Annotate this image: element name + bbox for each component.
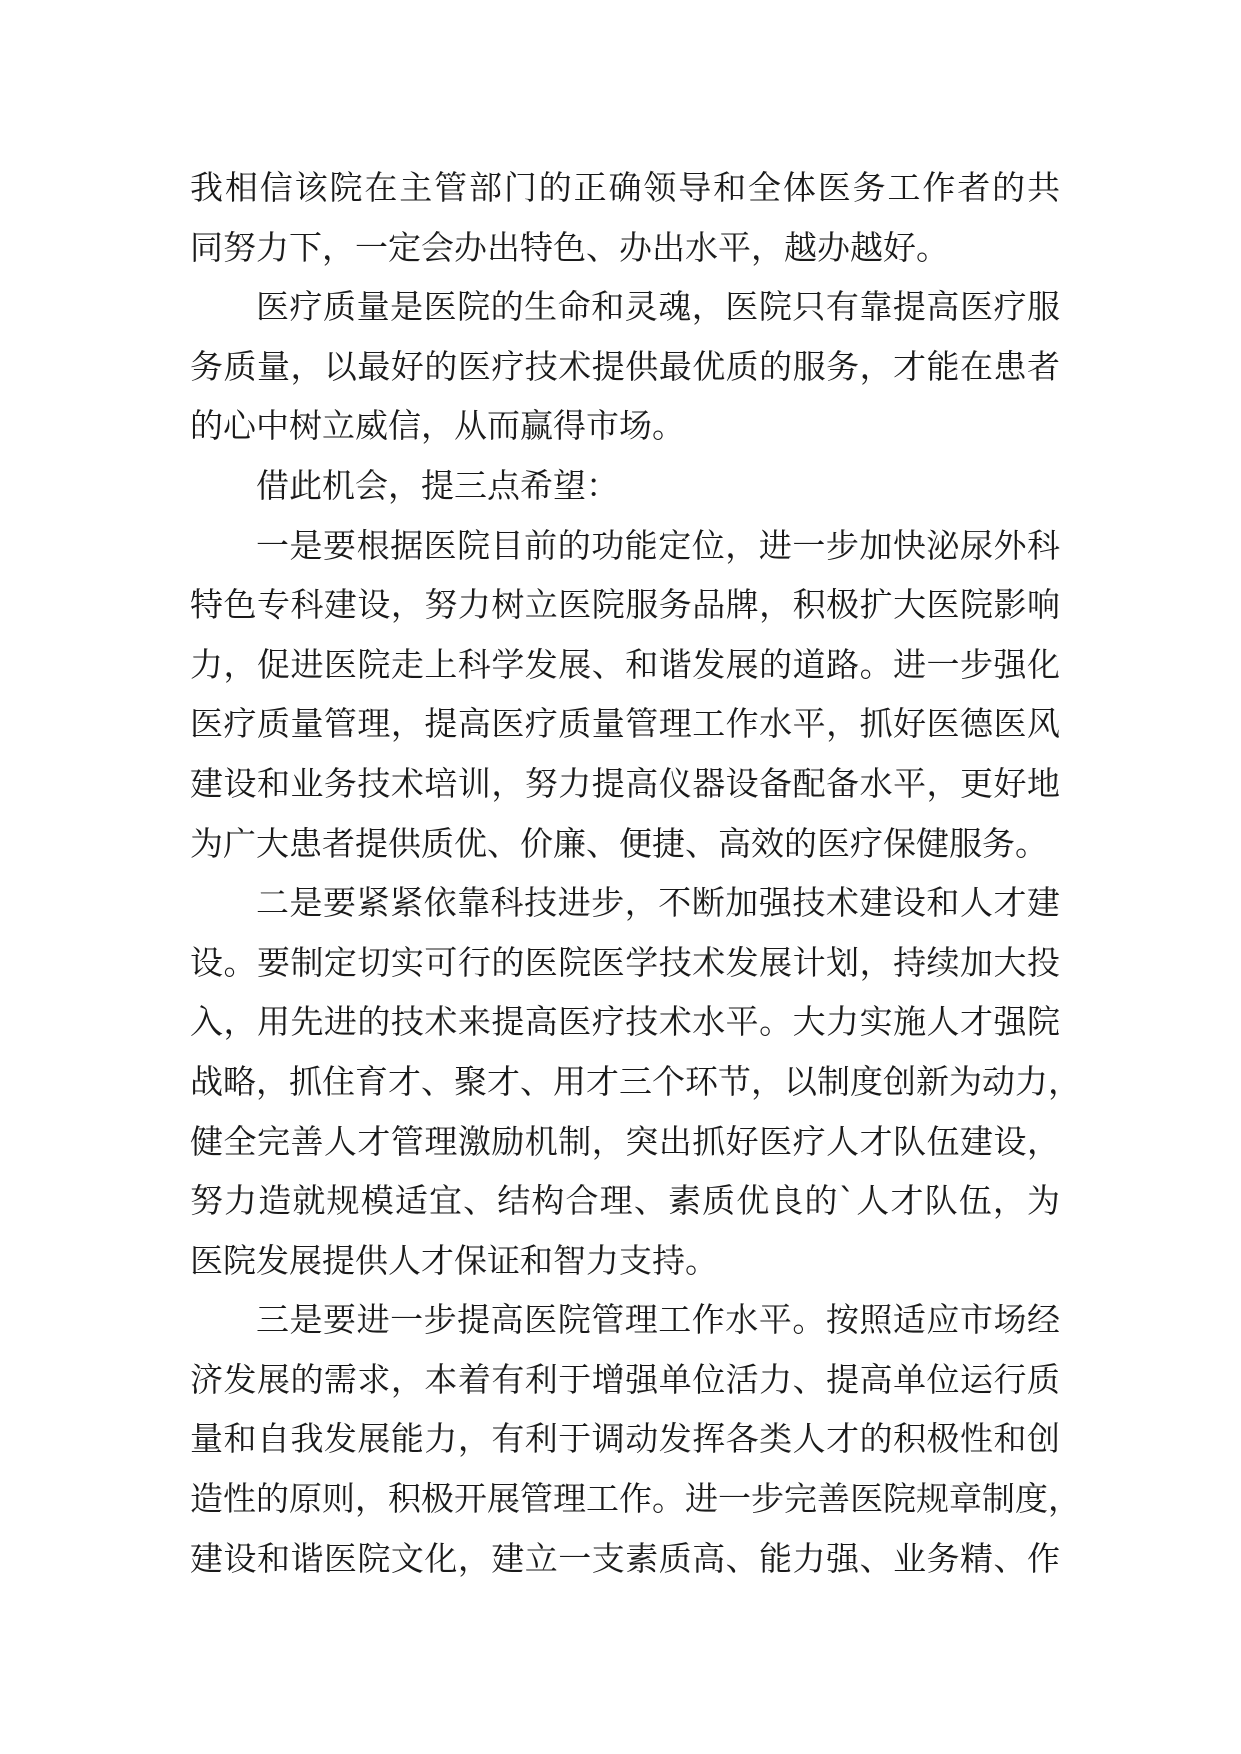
text-line: 二是要紧紧依靠科技进步，不断加强技术建设和人才建 <box>256 883 1060 923</box>
text-line: 医院发展提供人才保证和智力支持。 <box>190 1240 718 1280</box>
text-line: 量和自我发展能力，有利于调动发挥各类人才的积极性和创 <box>190 1419 1060 1459</box>
text-line: 设。要制定切实可行的医院医学技术发展计划，持续加大投 <box>190 942 1060 982</box>
text-line: 力，促进医院走上科学发展、和谐发展的道路。进一步强化 <box>190 644 1060 684</box>
text-line: 务质量，以最好的医疗技术提供最优质的服务，才能在患者 <box>190 346 1060 386</box>
text-line: 努力造就规模适宜、结构合理、素质优良的`人才队伍，为 <box>190 1181 1060 1221</box>
text-line: 一是要根据医院目前的功能定位，进一步加快泌尿外科 <box>256 525 1060 565</box>
text-line: 的心中树立威信，从而赢得市场。 <box>190 406 685 446</box>
text-line: 健全完善人才管理激励机制，突出抓好医疗人才队伍建设， <box>190 1121 1060 1161</box>
text-line: 战略，抓住育才、聚才、用才三个环节，以制度创新为动力， <box>190 1061 1081 1101</box>
text-line: 造性的原则，积极开展管理工作。进一步完善医院规章制度， <box>190 1479 1081 1519</box>
text-line: 建设和业务技术培训，努力提高仪器设备配备水平，更好地 <box>190 763 1060 803</box>
text-line: 借此机会，提三点希望： <box>256 465 619 505</box>
text-line: 济发展的需求，本着有利于增强单位活力、提高单位运行质 <box>190 1359 1060 1399</box>
text-line: 我相信该院在主管部门的正确领导和全体医务工作者的共 <box>190 168 1060 207</box>
text-line: 建设和谐医院文化，建立一支素质高、能力强、业务精、作 <box>190 1538 1060 1578</box>
text-line: 医疗质量是医院的生命和灵魂，医院只有靠提高医疗服 <box>256 287 1060 327</box>
document-body-text <box>190 158 1081 1588</box>
text-line: 入，用先进的技术来提高医疗技术水平。大力实施人才强院 <box>190 1002 1060 1042</box>
text-line: 为广大患者提供质优、价廉、便捷、高效的医疗保健服务。 <box>190 823 1048 863</box>
text-line: 医疗质量管理，提高医疗质量管理工作水平，抓好医德医风 <box>190 704 1060 744</box>
text-line: 三是要进一步提高医院管理工作水平。按照适应市场经 <box>256 1300 1060 1340</box>
text-line: 特色专科建设，努力树立医院服务品牌，积极扩大医院影响 <box>190 585 1060 625</box>
text-line: 同努力下，一定会办出特色、办出水平，越办越好。 <box>190 227 949 267</box>
